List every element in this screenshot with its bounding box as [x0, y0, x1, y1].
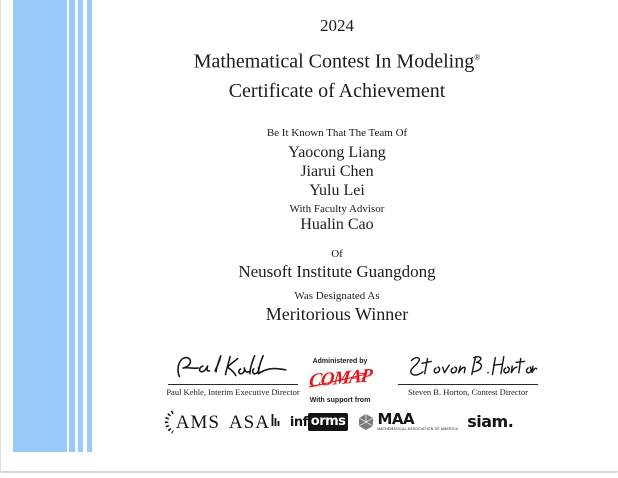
year-text: 2024	[320, 16, 354, 35]
asa-curve-icon	[271, 413, 281, 430]
maa-text-column	[377, 412, 458, 432]
comap-logo	[299, 365, 381, 394]
comap-logo-text: COMAP	[307, 365, 373, 392]
of-text: Of	[331, 247, 343, 260]
ams-logo-text: AMS	[175, 411, 220, 433]
certificate-content	[56, 0, 618, 324]
signature-row	[0, 352, 618, 408]
maa-logo-text: MAA	[377, 410, 415, 429]
maa-tagline-text: MATHEMATICAL ASSOCIATION OF AMERICA	[377, 427, 459, 432]
designation-intro-text: Was Designated As	[294, 289, 380, 302]
with-support-text: With support from	[309, 397, 371, 405]
contest-title	[56, 46, 618, 74]
maa-polyhedron-icon	[357, 413, 375, 431]
right-signature-block	[398, 352, 538, 397]
designation-text: Meritorious Winner	[265, 303, 409, 324]
left-signature-caption: Paul Kehle, Interim Executive Director	[166, 387, 300, 397]
siam-logo	[467, 414, 513, 430]
informs-logo-box: orms	[308, 413, 349, 431]
certificate-subtitle: Certificate of Achievement	[228, 79, 446, 102]
advisor-intro-text: With Faculty Advisor	[289, 202, 385, 215]
team-member-name: Jiarui Chen	[300, 162, 374, 180]
registered-mark: ®	[474, 53, 481, 62]
paul-kehle-signature-icon	[168, 352, 298, 385]
team-member-list	[56, 143, 618, 200]
sponsor-logos-row	[56, 410, 618, 434]
comap-block	[299, 358, 381, 405]
team-member-name: Yulu Lei	[309, 181, 365, 199]
left-signature-block	[168, 352, 298, 397]
advisor-name: Hualin Cao	[300, 215, 374, 233]
informs-logo-prefix: inf	[289, 414, 308, 430]
contest-title-text: Mathematical Contest In Modeling	[193, 50, 475, 73]
page-bottom-edge	[0, 471, 618, 473]
siam-logo-text: siam.	[467, 412, 514, 431]
administered-by-text: Administered by	[312, 358, 368, 365]
informs-logo	[290, 413, 349, 431]
ams-sunburst-icon	[161, 410, 175, 434]
team-intro-text: Be It Known That The Team Of	[266, 126, 408, 139]
steven-horton-signature-icon	[398, 352, 538, 385]
asa-logo	[229, 413, 281, 432]
ams-logo	[161, 410, 220, 434]
right-signature-caption: Steven B. Horton, Contest Director	[408, 387, 528, 397]
team-member-name: Yaocong Liang	[288, 143, 386, 161]
institution-name: Neusoft Institute Guangdong	[238, 261, 436, 281]
asa-logo-text: ASA	[228, 411, 270, 433]
maa-logo	[357, 412, 458, 432]
